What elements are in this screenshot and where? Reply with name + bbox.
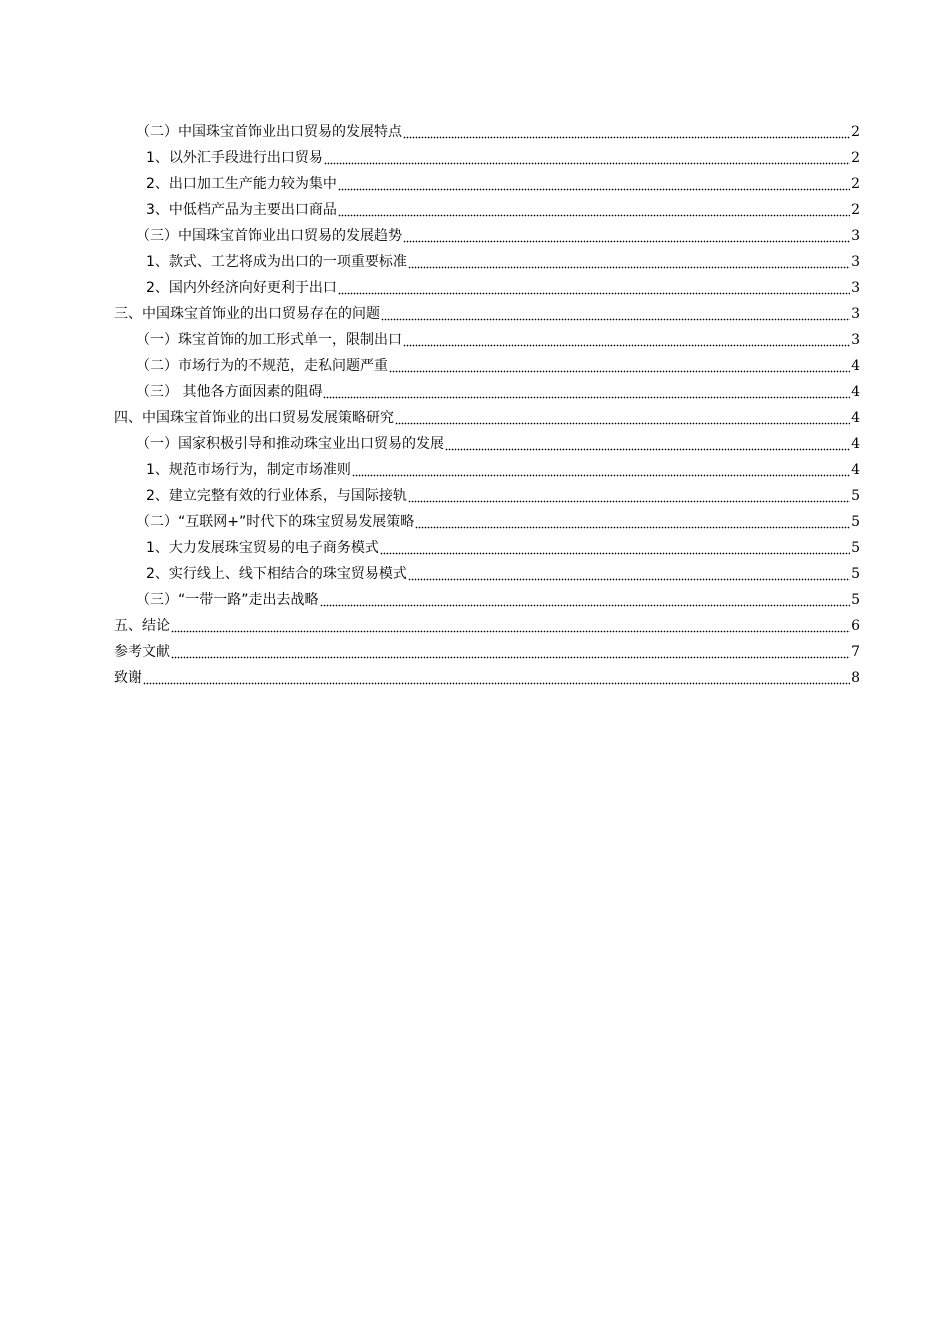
toc-page-number: 2 [851,176,860,192]
toc-dot-leader [171,645,850,659]
toc-entry-title: 2、国内外经济向好更利于出口 [146,280,337,296]
toc-dot-leader [380,541,850,555]
toc-page-number: 6 [851,618,860,634]
toc-entry[interactable] [114,454,860,480]
toc-entry-title: 1、大力发展珠宝贸易的电子商务模式 [146,540,379,556]
toc-entry-title: 三、中国珠宝首饰业的出口贸易存在的问题 [114,306,380,322]
toc-page-number: 4 [851,410,860,426]
toc-entry-title: 参考文献 [114,644,170,660]
toc-dot-leader [352,463,850,477]
toc-entry-title: 致谢 [114,670,142,686]
toc-dot-leader [403,125,850,139]
toc-entry-title: （二）“互联网+”时代下的珠宝贸易发展策略 [136,514,415,530]
toc-entry-title: （三） 其他各方面因素的阻碍 [136,384,323,400]
toc-entry-title: （三）“一带一路”走出去战略 [136,592,319,608]
toc-page-number: 4 [851,358,860,374]
toc-entry-title: （三）中国珠宝首饰业出口贸易的发展趋势 [136,228,402,244]
toc-dot-leader [415,515,850,529]
toc-dot-leader [408,489,850,503]
toc-entry[interactable] [114,220,860,246]
toc-page-number: 5 [851,592,860,608]
toc-entry[interactable] [114,480,860,506]
toc-dot-leader [381,307,850,321]
toc-dot-leader [395,411,850,425]
toc-entry-title: 2、建立完整有效的行业体系，与国际接轨 [146,488,407,504]
toc-entry[interactable] [114,194,860,220]
toc-page-number: 3 [851,306,860,322]
toc-page-number: 4 [851,384,860,400]
toc-entry-title: （二）中国珠宝首饰业出口贸易的发展特点 [136,124,402,140]
toc-entry[interactable] [114,610,860,636]
toc-entry[interactable] [114,584,860,610]
toc-dot-leader [338,177,850,191]
toc-page-number: 4 [851,436,860,452]
toc-entry[interactable] [114,506,860,532]
toc-entry-title: （一）国家积极引导和推动珠宝业出口贸易的发展 [136,436,444,452]
toc-dot-leader [445,437,850,451]
toc-dot-leader [403,229,850,243]
toc-page-number: 5 [851,566,860,582]
toc-entry[interactable] [114,376,860,402]
toc-entry[interactable] [114,116,860,142]
toc-dot-leader [320,593,851,607]
toc-dot-leader [408,567,850,581]
toc-page-number: 5 [851,488,860,504]
toc-page-number: 3 [851,332,860,348]
toc-entry[interactable] [114,168,860,194]
toc-entry[interactable] [114,558,860,584]
toc-entry[interactable] [114,532,860,558]
toc-page-number: 7 [851,644,860,660]
toc-entry[interactable] [114,402,860,428]
toc-entry-title: 2、实行线上、线下相结合的珠宝贸易模式 [146,566,407,582]
toc-page-number: 3 [851,228,860,244]
toc-entry-title: 1、以外汇手段进行出口贸易 [146,150,323,166]
toc-entry-title: 1、规范市场行为，制定市场准则 [146,462,351,478]
toc-dot-leader [338,281,850,295]
toc-dot-leader [171,619,850,633]
toc-page-number: 4 [851,462,860,478]
toc-dot-leader [403,333,850,347]
toc-entry-title: 五、结论 [114,618,170,634]
toc-entry[interactable] [114,272,860,298]
toc-entry-title: （一）珠宝首饰的加工形式单一，限制出口 [136,332,402,348]
toc-entry[interactable] [114,662,860,688]
toc-entry-title: （二）市场行为的不规范，走私问题严重 [136,358,388,374]
toc-page-number: 5 [851,540,860,556]
toc-entry[interactable] [114,246,860,272]
toc-page-number: 2 [851,202,860,218]
toc-dot-leader [389,359,850,373]
toc-dot-leader [323,385,850,399]
toc-page-number: 8 [851,670,860,686]
toc-page-number: 2 [851,150,860,166]
toc-page-number: 3 [851,254,860,270]
toc-page-number: 3 [851,280,860,296]
toc-entry[interactable] [114,428,860,454]
toc-entry[interactable] [114,350,860,376]
toc-page-number: 5 [851,514,860,530]
toc-entry-title: 2、出口加工生产能力较为集中 [146,176,337,192]
toc-entry[interactable] [114,636,860,662]
toc-entry[interactable] [114,298,860,324]
toc-entry[interactable] [114,142,860,168]
toc-page-number: 2 [851,124,860,140]
toc-dot-leader [408,255,850,269]
table-of-contents [114,116,860,688]
toc-entry-title: 1、款式、工艺将成为出口的一项重要标准 [146,254,407,270]
toc-entry-title: 3、中低档产品为主要出口商品 [146,202,337,218]
toc-dot-leader [338,203,850,217]
toc-dot-leader [324,151,850,165]
toc-dot-leader [143,671,850,685]
toc-entry[interactable] [114,324,860,350]
toc-entry-title: 四、中国珠宝首饰业的出口贸易发展策略研究 [114,410,394,426]
